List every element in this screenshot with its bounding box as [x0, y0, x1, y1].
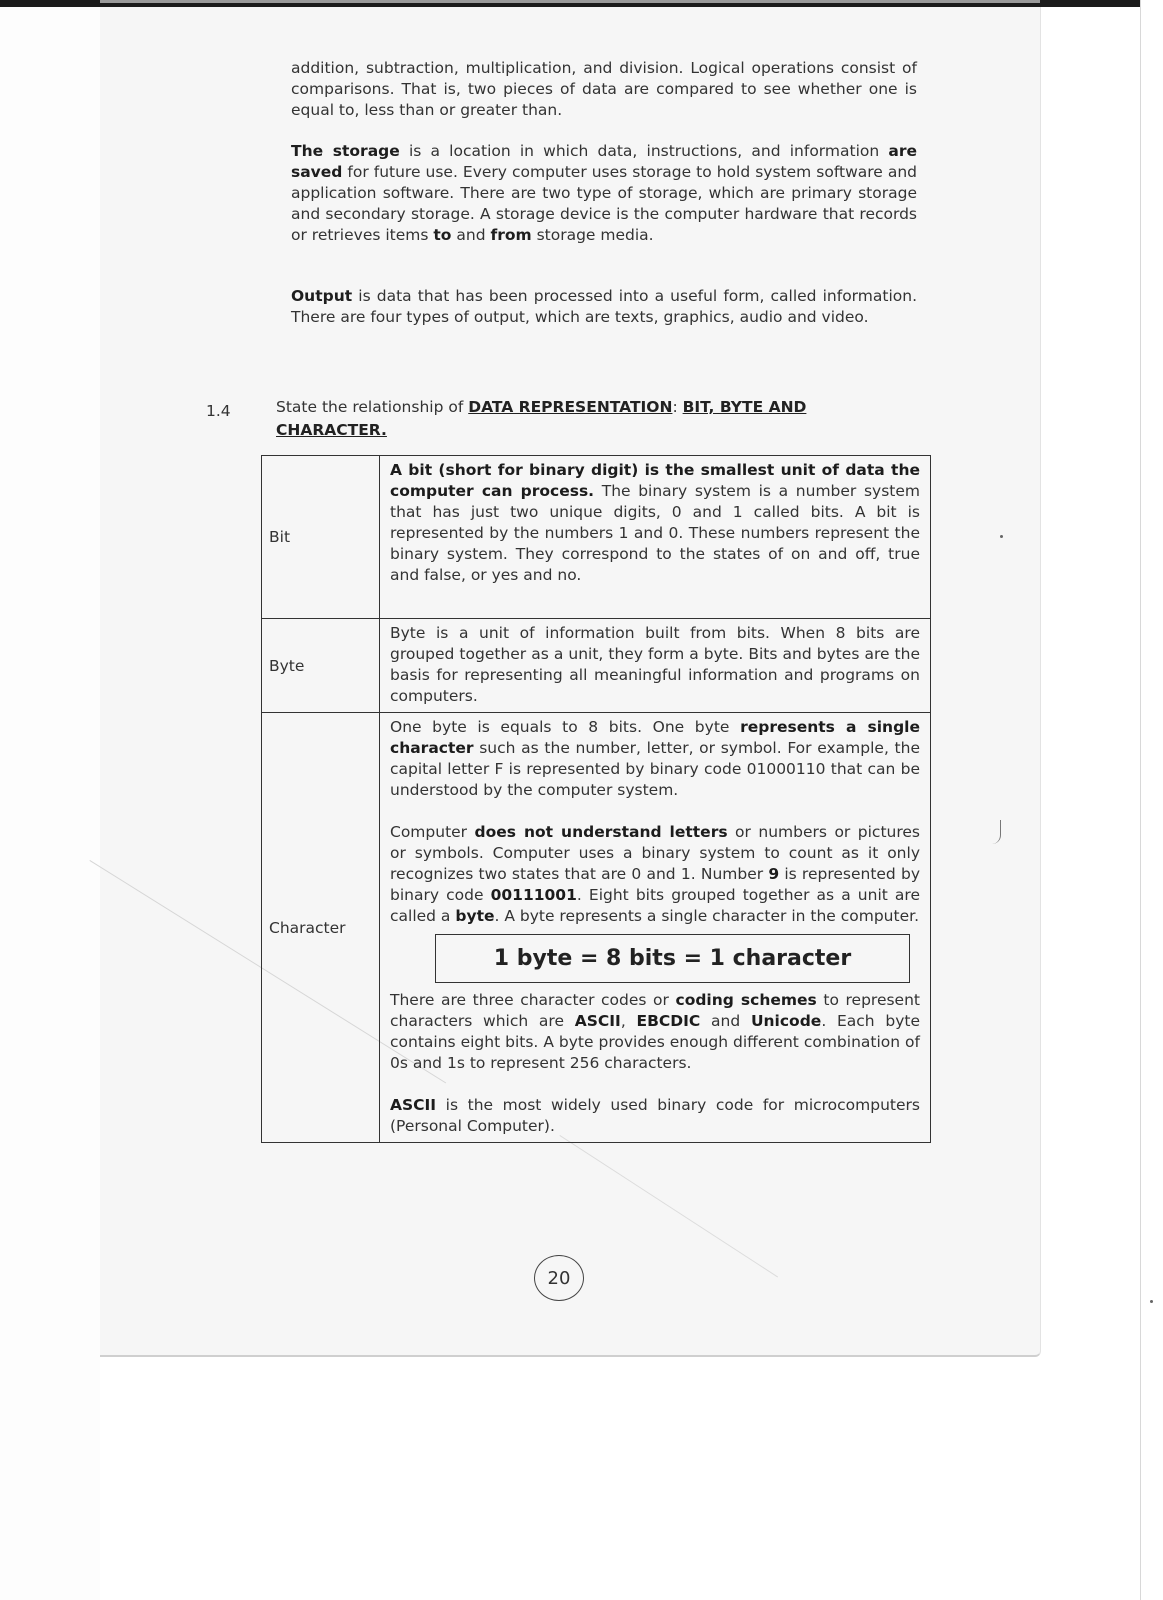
bold-term: coding schemes	[675, 991, 817, 1009]
bold-term: to	[433, 226, 452, 244]
table-row-bit	[262, 456, 931, 619]
description-text	[390, 717, 920, 801]
text-run: and	[451, 226, 491, 244]
bold-term: are saved	[291, 142, 917, 181]
scan-margin-left	[0, 0, 100, 1600]
description-cell	[380, 713, 931, 1143]
text-run: or numbers or pictures or symbols. Computer uses a binary system to count as it only recognizes two states that are 0 and 1. Number	[390, 823, 920, 883]
text-run: The binary system is a number system that has just two unique digits, 0 and 1 called bits. A bit is represented by the numbers 1 and 0. These numbers represent the binary system. They correspond to the states of on and off, true and false, or yes and no.	[390, 482, 920, 584]
paragraph-storage	[291, 141, 917, 246]
term-cell: Byte	[262, 619, 380, 713]
bold-term: byte	[455, 907, 495, 925]
term-cell: Bit	[262, 456, 380, 619]
text-run: . A byte represents a single character in the computer.	[494, 907, 919, 925]
data-representation-table	[261, 455, 931, 1143]
bold-term: Unicode	[750, 1012, 822, 1030]
speck	[1000, 535, 1003, 538]
term-cell: Character	[262, 713, 380, 1143]
text-run: storage media.	[531, 226, 654, 244]
text-run: is a location in which data, instructions, and information	[399, 142, 889, 160]
description-text	[390, 990, 920, 1074]
text-run: There are three character codes or	[390, 991, 676, 1009]
text-run: . Each byte contains eight bits. A byte provides enough different combination of 0s and 1s to represent 256 characters.	[390, 1012, 920, 1072]
text-run: is the most widely used binary code for microcomputers (Personal Computer).	[390, 1096, 920, 1135]
text-run: ,	[620, 1012, 637, 1030]
bold-term: ASCII	[390, 1096, 437, 1114]
table-row-byte	[262, 619, 931, 713]
section-number: 1.4	[206, 402, 231, 420]
text-run: is represented by binary code	[390, 865, 920, 904]
speck	[1150, 1300, 1153, 1303]
description-text: Byte is a unit of information built from bits. When 8 bits are grouped together as a unit, they form a byte. Bits and bytes are the basis for representing all meaningful information and programs on computers.	[390, 624, 920, 705]
text-run: to represent characters which are	[390, 991, 920, 1030]
description-cell	[380, 619, 931, 713]
bold-term: does not understand letters	[474, 823, 728, 841]
underlined-term: BIT, BYTE AND CHARACTER.	[276, 398, 807, 439]
equation-box: 1 byte = 8 bits = 1 character	[435, 934, 910, 983]
description-text	[390, 1095, 920, 1137]
text-run: is data that has been processed into a useful form, called information. There are four types of output, which are texts, graphics, audio and video.	[291, 287, 917, 326]
page-number: 20	[534, 1255, 584, 1301]
bold-term: from	[490, 226, 532, 244]
bold-term: ASCII	[574, 1012, 621, 1030]
description-text	[390, 460, 920, 586]
paragraph-output	[291, 286, 917, 328]
text-run: . Eight bits grouped together as a unit are called a	[390, 886, 921, 925]
scan-top-edge-light	[100, 0, 1040, 3]
bold-term: 00111001	[490, 886, 577, 904]
underlined-term: DATA REPRESENTATION	[468, 398, 673, 416]
paragraph-arithmetic: addition, subtraction, multiplication, and division. Logical operations consist of comparisons. That is, two pieces of data are compared to see whether one is equal to, less than or greater than.	[291, 59, 917, 119]
text-run: State the relationship of	[276, 398, 469, 416]
text-run: and	[700, 1012, 751, 1030]
text-run: :	[672, 398, 683, 416]
text-run: Computer	[390, 823, 475, 841]
section-heading	[276, 396, 916, 442]
bold-term: EBCDIC	[636, 1012, 701, 1030]
bold-term: 9	[768, 865, 780, 883]
scan-margin-right	[1140, 0, 1163, 1600]
description-text	[390, 822, 920, 927]
bold-term: A bit (short for binary digit) is the smallest unit of data the computer can process.	[390, 461, 920, 500]
text-run: such as the number, letter, or symbol. For example, the capital letter F is represented by binary code 01000110 that can be understood by the computer system.	[390, 739, 920, 799]
text-run: for future use. Every computer uses storage to hold system software and application software. There are two type of storage, which are primary storage and secondary storage. A storage device is the computer hardware that records or retrieves items	[291, 163, 917, 244]
text-run: One byte is equals to 8 bits. One byte	[390, 718, 741, 736]
bold-term: Output	[291, 287, 353, 305]
bold-term: represents a single character	[390, 718, 921, 757]
description-cell	[380, 456, 931, 619]
table-row-character	[262, 713, 931, 1143]
bold-term: The storage	[291, 142, 400, 160]
